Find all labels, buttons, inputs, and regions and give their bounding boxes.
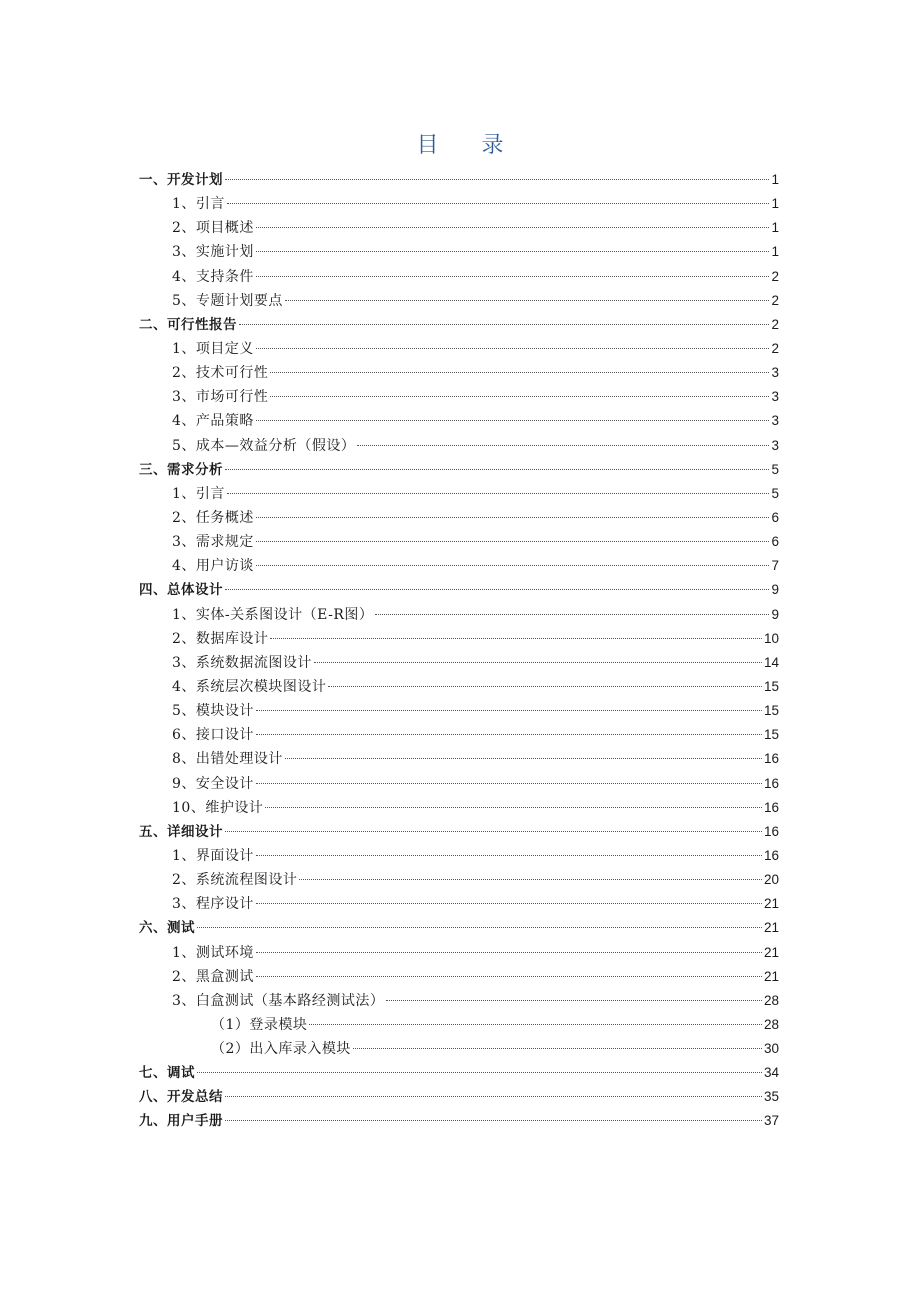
toc-entry[interactable]: [139, 772, 779, 796]
dot-leader: [353, 1048, 762, 1049]
toc-entry[interactable]: [139, 289, 779, 313]
toc-entry[interactable]: [139, 361, 779, 385]
dot-leader: [239, 324, 769, 325]
toc-entry-page-number: 9: [771, 606, 779, 622]
dot-leader: [197, 927, 762, 928]
toc-entry-page-number: 35: [763, 1089, 779, 1105]
dot-leader: [225, 469, 769, 470]
toc-entry[interactable]: [139, 603, 779, 627]
toc-entry-page-number: 16: [763, 823, 779, 839]
toc-entry-label: 3、实施计划: [172, 244, 254, 261]
dot-leader: [256, 565, 770, 566]
toc-entry-label: 2、黑盒测试: [172, 968, 254, 985]
toc-entry[interactable]: [139, 699, 779, 723]
toc-entry[interactable]: [139, 1085, 779, 1109]
toc-entry-page-number: 9: [771, 582, 779, 598]
toc-entry-page-number: 2: [771, 316, 779, 332]
toc-entry[interactable]: [139, 844, 779, 868]
toc-entry-label: 3、程序设计: [172, 896, 254, 913]
toc-entry-page-number: 30: [763, 1041, 779, 1057]
toc-entry-label: 1、项目定义: [172, 340, 254, 357]
toc-entry-label: 4、系统层次模块图设计: [172, 678, 327, 695]
dot-leader: [270, 372, 769, 373]
toc-entry-page-number: 21: [763, 896, 779, 912]
dot-leader: [309, 1024, 762, 1025]
toc-entry[interactable]: [139, 337, 779, 361]
toc-entry-label: 4、产品策略: [172, 413, 254, 430]
toc-entry-page-number: 10: [763, 630, 779, 646]
toc-entry-label: 七、调试: [139, 1065, 195, 1082]
toc-entry-label: 2、项目概述: [172, 220, 254, 237]
toc-entry-page-number: 16: [763, 847, 779, 863]
toc-entry-label: 3、系统数据流图设计: [172, 654, 312, 671]
toc-entry-page-number: 5: [771, 461, 779, 477]
toc-entry[interactable]: [139, 506, 779, 530]
toc-entry-page-number: 3: [771, 413, 779, 429]
dot-leader: [197, 1072, 762, 1073]
toc-entry[interactable]: [139, 965, 779, 989]
toc-entry[interactable]: [139, 434, 779, 458]
toc-entry-label: 3、市场可行性: [172, 389, 269, 406]
toc-entry-label: 九、用户手册: [139, 1113, 223, 1130]
toc-entry-label: 6、接口设计: [172, 727, 254, 744]
toc-entry-label: 5、模块设计: [172, 703, 254, 720]
toc-entry-label: 2、系统流程图设计: [172, 872, 298, 889]
toc-entry-page-number: 1: [771, 196, 779, 212]
dot-leader: [256, 348, 770, 349]
dot-leader: [225, 589, 769, 590]
toc-entry[interactable]: [139, 265, 779, 289]
toc-entry-page-number: 15: [763, 727, 779, 743]
toc-entry-label: 3、需求规定: [172, 534, 254, 551]
toc-entry-label: 四、总体设计: [139, 582, 223, 599]
toc-entry-label: 4、支持条件: [172, 268, 254, 285]
dot-leader: [256, 903, 762, 904]
toc-entry-page-number: 37: [763, 1113, 779, 1129]
dot-leader: [256, 276, 770, 277]
dot-leader: [270, 638, 762, 639]
dot-leader: [225, 1096, 762, 1097]
toc-entry-label: 3、白盒测试（基本路经测试法）: [172, 992, 385, 1009]
page-title: 目 录: [416, 133, 522, 158]
toc-entry-page-number: 3: [771, 437, 779, 453]
toc-entry-page-number: 6: [771, 534, 779, 550]
toc-entry-page-number: 16: [763, 799, 779, 815]
toc-entry-page-number: 21: [763, 944, 779, 960]
toc-entry-label: 10、维护设计: [172, 799, 264, 816]
toc-entry-label: 三、需求分析: [139, 461, 223, 478]
dot-leader: [256, 734, 762, 735]
toc-entry[interactable]: [139, 240, 779, 264]
toc-entry-page-number: 3: [771, 365, 779, 381]
toc-entry-label: 2、数据库设计: [172, 630, 269, 647]
toc-entry-page-number: 20: [763, 872, 779, 888]
toc-entry-page-number: 15: [763, 678, 779, 694]
toc-entry[interactable]: [139, 747, 779, 771]
dot-leader: [299, 879, 762, 880]
dot-leader: [285, 758, 762, 759]
toc-entry[interactable]: [139, 458, 779, 482]
dot-leader: [375, 614, 769, 615]
dot-leader: [256, 710, 762, 711]
toc-entry[interactable]: [139, 554, 779, 578]
toc-entry-label: 六、测试: [139, 920, 195, 937]
toc-entry-label: 五、详细设计: [139, 823, 223, 840]
dot-leader: [227, 493, 770, 494]
dot-leader: [225, 179, 769, 180]
toc-entry[interactable]: [139, 216, 779, 240]
dot-leader: [256, 976, 762, 977]
toc-entry-page-number: 1: [771, 220, 779, 236]
toc-entry[interactable]: [139, 892, 779, 916]
toc-entry-label: 8、出错处理设计: [172, 751, 283, 768]
toc-entry[interactable]: [139, 409, 779, 433]
toc-entry[interactable]: [139, 1109, 779, 1133]
toc-entry-label: 二、可行性报告: [139, 316, 237, 333]
dot-leader: [256, 420, 770, 421]
toc-entry-label: （1）登录模块: [211, 1016, 308, 1033]
toc-entry-page-number: 34: [763, 1065, 779, 1081]
toc-entry-label: 1、界面设计: [172, 847, 254, 864]
toc-entry-page-number: 14: [763, 654, 779, 670]
toc-entry[interactable]: [139, 916, 779, 940]
toc-entry-label: 9、安全设计: [172, 775, 254, 792]
toc-entry[interactable]: [139, 578, 779, 602]
toc-entry-label: 1、测试环境: [172, 944, 254, 961]
dot-leader: [225, 1120, 762, 1121]
toc-entry[interactable]: [139, 989, 779, 1013]
dot-leader: [256, 251, 770, 252]
toc-entry-page-number: 28: [763, 1016, 779, 1032]
dot-leader: [256, 227, 770, 228]
toc-entry[interactable]: [139, 168, 779, 192]
toc-entry[interactable]: [139, 192, 779, 216]
toc-entry[interactable]: [139, 941, 779, 965]
dot-leader: [265, 807, 762, 808]
toc-entry-page-number: 1: [771, 172, 779, 187]
toc-entry[interactable]: [139, 627, 779, 651]
toc-entry-label: 1、实体-关系图设计（E-R图）: [172, 606, 374, 623]
dot-leader: [314, 662, 762, 663]
toc-entry-page-number: 21: [763, 920, 779, 936]
dot-leader: [256, 517, 770, 518]
toc-entry[interactable]: [139, 1013, 779, 1037]
toc-entry-label: 一、开发计划: [139, 172, 223, 188]
toc-entry[interactable]: [139, 530, 779, 554]
toc-entry-label: 1、引言: [172, 196, 225, 213]
toc-entry-page-number: 16: [763, 751, 779, 767]
dot-leader: [256, 855, 762, 856]
toc-entry-label: 2、任务概述: [172, 509, 254, 526]
dot-leader: [270, 396, 769, 397]
dot-leader: [285, 300, 770, 301]
toc-entry[interactable]: [139, 482, 779, 506]
toc-entry-page-number: 2: [771, 292, 779, 308]
dot-leader: [386, 1000, 762, 1001]
dot-leader: [256, 952, 762, 953]
toc-entry-page-number: 21: [763, 968, 779, 984]
toc-entry-page-number: 7: [771, 558, 779, 574]
dot-leader: [256, 541, 770, 542]
dot-leader: [256, 783, 762, 784]
toc-entry-label: （2）出入库录入模块: [211, 1041, 351, 1058]
toc-entry[interactable]: [139, 1037, 779, 1061]
toc-entry-page-number: 6: [771, 509, 779, 525]
toc-entry[interactable]: [139, 675, 779, 699]
toc-entry-label: 5、专题计划要点: [172, 292, 283, 309]
dot-leader: [225, 831, 762, 832]
toc-entry-page-number: 2: [771, 268, 779, 284]
toc-entry[interactable]: [139, 1061, 779, 1085]
dot-leader: [227, 203, 770, 204]
toc-entry[interactable]: [139, 313, 779, 337]
toc-entry-page-number: 3: [771, 389, 779, 405]
toc-entry[interactable]: [139, 651, 779, 675]
toc-entry[interactable]: [139, 868, 779, 892]
table-of-contents: [139, 168, 779, 1134]
toc-entry-page-number: 2: [771, 340, 779, 356]
toc-entry-page-number: 28: [763, 992, 779, 1008]
toc-entry-page-number: 5: [771, 485, 779, 501]
toc-entry-label: 5、成本—效益分析（假设）: [172, 437, 356, 454]
dot-leader: [328, 686, 762, 687]
toc-entry-page-number: 1: [771, 244, 779, 260]
toc-entry[interactable]: [139, 820, 779, 844]
dot-leader: [357, 445, 769, 446]
toc-entry-page-number: 15: [763, 703, 779, 719]
toc-entry-label: 2、技术可行性: [172, 365, 269, 382]
toc-entry[interactable]: [139, 385, 779, 409]
toc-entry-label: 4、用户访谈: [172, 558, 254, 575]
toc-entry[interactable]: [139, 796, 779, 820]
toc-entry[interactable]: [139, 723, 779, 747]
toc-entry-label: 1、引言: [172, 485, 225, 502]
toc-entry-page-number: 16: [763, 775, 779, 791]
toc-entry-label: 八、开发总结: [139, 1089, 223, 1106]
